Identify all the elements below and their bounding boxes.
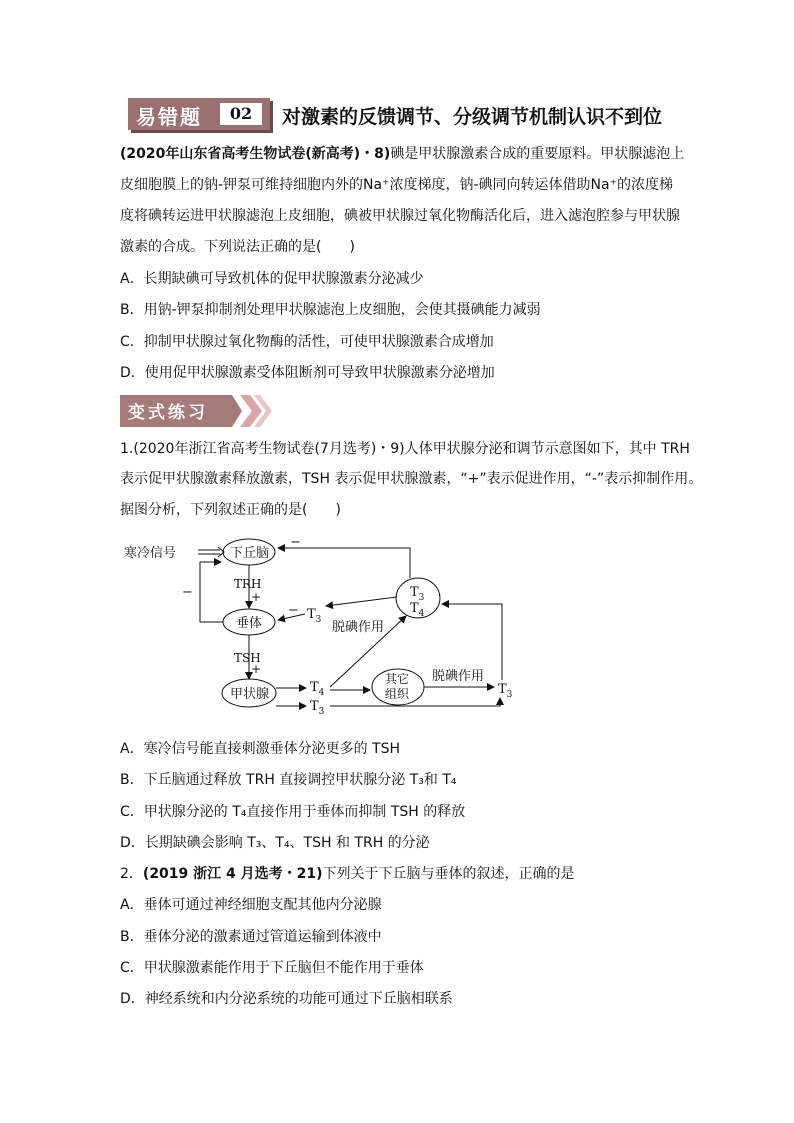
practice-banner-label: 变式练习 [128,403,208,423]
trh-label: TRH [234,577,262,591]
trh-plus: + [251,590,262,604]
feedback-minus-left: − [182,585,193,600]
q1-stem-3: 据图分析，下列叙述正确的是( ) [120,502,341,518]
q1-option-a: A．寒冷信号能直接刺激垂体分泌更多的 TSH [120,741,400,757]
q1-stem-2: 表示促甲状腺激素释放激素，TSH 表示促甲状腺激素，“+”表示促进作用，“-”表示抑制作用。 [120,471,703,487]
q2-stem-text: 下列关于下丘脑与垂体的叙述，正确的是 [322,866,575,882]
badge-label: 易错题 [136,105,202,129]
q-main-source: (2020年山东省高考生物试卷(新高考)・8) [120,146,391,162]
q2-option-c: C．甲状腺激素能作用于下丘脑但不能作用于垂体 [120,960,424,976]
q1-option-d: D．长期缺碘会影响 T₃、T₄、TSH 和 TRH 的分泌 [120,835,430,851]
badge-number: 02 [220,103,262,125]
thyroid-label: 甲状腺 [230,687,270,702]
q-main-stem-1: 碘是甲状腺激素合成的重要原料。甲状腺滤泡上 [390,146,685,162]
q2-option-a: A．垂体可通过神经细胞支配其他内分泌腺 [120,897,382,913]
q-main-option-d: D．使用促甲状腺激素受体阻断剂可导致甲状腺激素分泌增加 [120,365,495,381]
q2-source: (2019 浙江 4 月选考・21) [142,866,323,882]
q-main-option-a: A．长期缺碘可导致机体的促甲状腺激素分泌减少 [120,271,424,287]
q-main-option-b: B．用钠-钾泵抑制剂处理甲状腺滤泡上皮细胞，会使其摄碘能力减弱 [120,302,541,318]
t3-in-ellipse: $T_3$ [410,585,425,603]
tsh-plus: + [251,662,262,676]
q2-option-b: B．垂体分泌的激素通过管道运输到体液中 [120,929,382,945]
q2-prefix: 2． [120,866,143,882]
feedback-minus-top: − [290,535,301,550]
q-main-stem-3: 度将碘转运进甲状腺滤泡上皮细胞，碘被甲状腺过氧化物酶活化后，进入滤泡腔参与甲状腺 [120,208,680,224]
t4-label: $T_4$ [310,680,325,698]
q-main-line-1 [120,143,684,163]
other-tissue-label-2: 组织 [385,687,410,701]
q2-option-d: D．神经系统和内分泌系统的功能可通过下丘脑相联系 [120,991,453,1007]
pituitary-label: 垂体 [236,616,263,631]
t3-bottom-label: $T_3$ [310,699,325,717]
tsh-label: TSH [234,651,261,665]
deiodination-label-2: 脱碘作用 [432,669,485,684]
deiodination-label-1: 脱碘作用 [332,620,385,635]
q-main-stem-4: 激素的合成。下列说法正确的是( ) [120,239,355,255]
t3-right-label: $T_3$ [498,682,513,700]
q-main-option-c: C．抑制甲状腺过氧化物酶的活性，可使甲状腺激素合成增加 [120,334,494,350]
cold-signal-label: 寒冷信号 [124,546,177,561]
q1-option-b: B．下丘脑通过释放 TRH 直接调控甲状腺分泌 T₃和 T₄ [120,772,457,788]
other-tissue-label-1: 其它 [385,672,410,686]
hypothalamus-label: 下丘脑 [230,546,270,561]
section-title: 对激素的反馈调节、分级调节机制认识不到位 [282,106,663,128]
q1-option-c: C．甲状腺分泌的 T₄直接作用于垂体而抑制 TSH 的释放 [120,804,466,820]
q1-stem-1: 1.(2020年浙江省高考生物试卷(7月选考)・9)人体甲状腺分泌和调节示意图如下，其中 TRH [120,441,690,457]
t4-in-ellipse: $T_4$ [410,601,425,619]
feedback-minus-mid: − [288,603,299,618]
thyroid-regulation-diagram [120,530,520,720]
t3-near-pituitary: $T_3$ [307,607,322,625]
section-badge [128,98,270,130]
q-main-stem-2: 皮细胞膜上的钠-钾泵可维持细胞内外的Na⁺浓度梯度，钠-碘同向转运体借助Na⁺的浓度梯 [120,177,673,193]
q2-stem [120,863,575,883]
practice-banner [120,395,272,431]
